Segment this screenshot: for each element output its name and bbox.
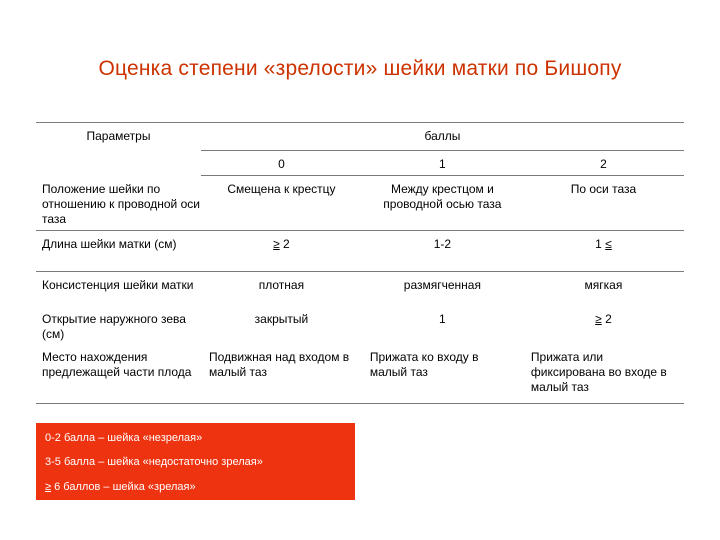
row-value-1: размягченная — [403, 278, 481, 292]
row-value-0: закрытый — [254, 311, 309, 326]
table-row — [36, 310, 684, 348]
row-value-0: ≥ 2 — [201, 231, 362, 272]
param-header — [36, 123, 201, 151]
row-param: Место нахождения предлежащей части плода — [36, 348, 201, 404]
table-header-row — [36, 123, 684, 151]
table-row — [36, 176, 684, 231]
table-row — [36, 272, 684, 310]
bishop-score-table — [36, 122, 684, 404]
empty-cell — [36, 151, 201, 176]
row-value-1: Между крестцом и проводной осью таза — [362, 176, 523, 231]
row-value-2: ≥ 2 — [595, 311, 612, 326]
table-row — [36, 231, 684, 272]
row-value-1: Прижата ко входу в малый таз — [362, 348, 523, 404]
row-value-0: Смещена к крестцу — [201, 176, 362, 231]
scores-header — [201, 123, 684, 151]
score-columns-row — [36, 151, 684, 176]
table-row — [36, 348, 684, 404]
row-value-0: Подвижная над входом в малый таз — [201, 348, 362, 404]
row-value-2: мягкая — [584, 278, 623, 292]
maturity-legend-box — [36, 423, 355, 500]
legend-mature: ≥ 6 баллов – шейка «зрелая» — [45, 481, 196, 493]
gte-symbol: ≥ — [45, 481, 52, 493]
row-value-2: Прижата или фиксирована во входе в малый таз — [523, 348, 684, 404]
param-header-label: Параметры — [86, 129, 151, 143]
row-param: Консистенция шейки матки — [42, 278, 194, 292]
row-param: Положение шейки по отношению к проводной оси таза — [36, 176, 201, 231]
gte-symbol: ≥ — [273, 237, 280, 251]
legend-insufficiently-mature: 3-5 балла – шейка «недостаточно зрелая» — [45, 456, 263, 468]
row-param: Открытие наружного зева (см) — [42, 311, 186, 341]
row-value-0: плотная — [258, 278, 305, 292]
gte-symbol: ≥ — [595, 311, 602, 326]
row-value-2: 1 ≤ — [523, 231, 684, 272]
lte-symbol: ≤ — [605, 237, 612, 251]
score-col-0: 0 — [201, 151, 362, 176]
row-param: Длина шейки матки (см) — [36, 231, 201, 272]
scores-header-label: баллы — [424, 129, 461, 143]
row-value-1: 1 — [439, 311, 446, 326]
score-col-2: 2 — [523, 151, 684, 176]
row-value-2: По оси таза — [523, 176, 684, 231]
score-col-1: 1 — [362, 151, 523, 176]
row-value-1: 1-2 — [362, 231, 523, 272]
legend-immature: 0-2 балла – шейка «незрелая» — [45, 432, 203, 444]
page-title: Оценка степени «зрелости» шейки матки по Бишопу — [98, 57, 622, 80]
